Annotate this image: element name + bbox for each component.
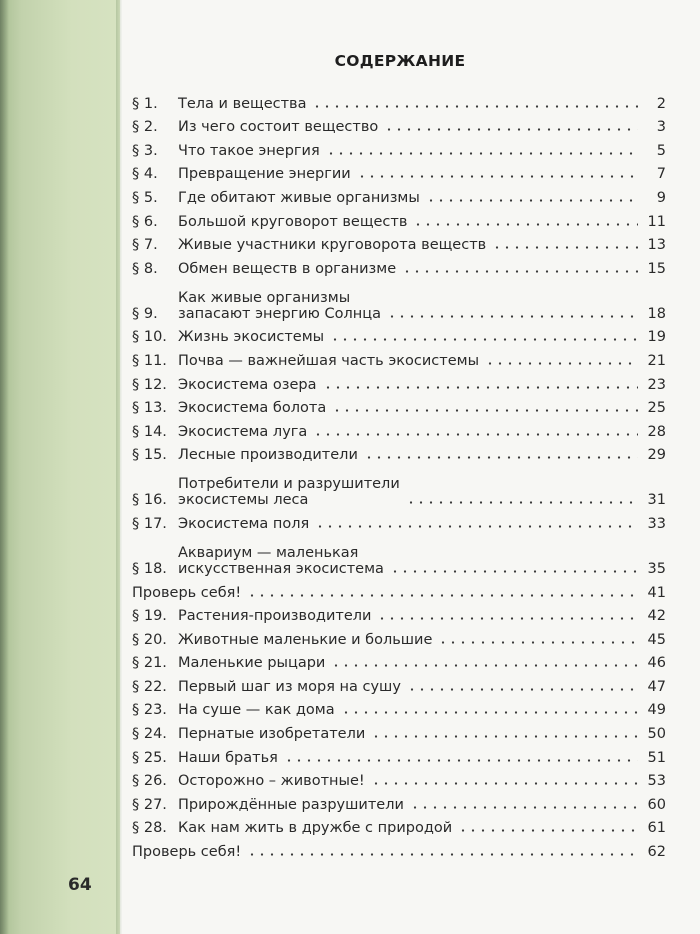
section-number: § 10. [132, 329, 167, 346]
section-number: § 20. [132, 631, 167, 648]
entry-title: Что такое энергия [178, 142, 320, 159]
dot-leader [371, 735, 638, 738]
entry-page-number: 46 [647, 655, 666, 672]
toc-entry[interactable] [132, 88, 666, 112]
entry-page-number: 45 [647, 631, 666, 648]
section-number: § 21. [132, 655, 167, 672]
dot-leader [284, 759, 638, 762]
toc-entry[interactable] [132, 766, 666, 790]
entry-page-number: 25 [647, 400, 666, 417]
section-number: § 1. [132, 95, 158, 112]
entry-page-number: 5 [656, 142, 666, 159]
section-number: § 7. [132, 237, 158, 254]
section-number: § 16. [132, 492, 167, 509]
toc-entry[interactable] [132, 789, 666, 813]
entry-title-continuation: запасают энергию Солнца [178, 305, 381, 322]
toc-entry[interactable] [132, 182, 666, 206]
toc-entry[interactable] [132, 742, 666, 766]
entry-page-number: 29 [647, 447, 666, 464]
entry-page-number: 2 [656, 95, 666, 112]
entry-page-number: 19 [647, 329, 666, 346]
toc-entry[interactable] [132, 135, 666, 159]
section-number: § 4. [132, 166, 158, 183]
entry-page-number: 42 [647, 608, 666, 625]
entry-page-number: 31 [647, 492, 666, 509]
section-number: § 23. [132, 702, 167, 719]
toc-entry[interactable] [132, 112, 666, 136]
entry-title: Растения-производители [178, 608, 372, 625]
section-number: § 25. [132, 749, 167, 766]
entry-title: Экосистема болота [178, 400, 327, 417]
section-number: § 2. [132, 119, 158, 136]
entry-title-continuation: экосистемы леса [178, 492, 309, 509]
entry-title: Экосистема озера [178, 376, 317, 393]
section-number: § 27. [132, 796, 167, 813]
entry-title: Пернатые изобретатели [178, 726, 366, 743]
dot-leader [384, 128, 638, 131]
toc-entry[interactable] [132, 648, 666, 672]
toc-entry[interactable] [132, 277, 666, 322]
section-number: § 8. [132, 260, 158, 277]
dot-leader [438, 641, 638, 644]
entry-title: Большой круговорот веществ [178, 213, 408, 230]
entry-title: Живые участники круговорота веществ [178, 237, 487, 254]
dot-leader [323, 386, 638, 389]
section-number: § 9. [132, 305, 158, 322]
dot-leader [407, 688, 638, 691]
toc-entry[interactable] [132, 393, 666, 417]
entry-title: Как живые организмы [178, 289, 351, 306]
dot-leader [332, 409, 638, 412]
entry-page-number: 18 [647, 305, 666, 322]
entry-title: Тела и вещества [178, 95, 307, 112]
green-page-margin [0, 0, 120, 934]
dot-leader [330, 338, 638, 341]
toc-entry[interactable] [132, 601, 666, 625]
dot-leader [247, 594, 638, 597]
dot-leader [390, 570, 638, 573]
entry-title: Обмен веществ в организме [178, 260, 397, 277]
book-spine-shadow [0, 0, 9, 934]
toc-entry[interactable] [132, 624, 666, 648]
dot-leader [410, 806, 638, 809]
entry-page-number: 50 [647, 726, 666, 743]
dot-leader [377, 617, 638, 620]
entry-page-number: 28 [647, 423, 666, 440]
section-number: § 28. [132, 820, 167, 837]
margin-edge [116, 0, 122, 934]
toc-entry[interactable] [132, 813, 666, 837]
entry-page-number: 60 [647, 796, 666, 813]
entry-page-number: 49 [647, 702, 666, 719]
dot-leader [406, 501, 638, 504]
dot-leader [247, 853, 638, 856]
section-number: § 17. [132, 515, 167, 532]
entry-page-number: 13 [647, 237, 666, 254]
toc-entry[interactable] [132, 508, 666, 532]
entry-title: Животные маленькие и большие [178, 631, 433, 648]
entry-title: Где обитают живые организмы [178, 189, 420, 206]
entry-title: Лесные производители [178, 447, 358, 464]
table-of-contents [132, 88, 666, 860]
section-number: § 19. [132, 608, 167, 625]
toc-entry[interactable] [132, 671, 666, 695]
dot-leader [313, 433, 638, 436]
entry-title: Первый шаг из моря на сушу [178, 678, 401, 695]
entry-title: Почва — важнейшая часть экосистемы [178, 352, 480, 369]
dot-leader [312, 105, 638, 108]
dot-leader [492, 246, 638, 249]
toc-entry[interactable] [132, 206, 666, 230]
entry-title: Осторожно – животные! [178, 773, 365, 790]
entry-page-number: 51 [647, 749, 666, 766]
toc-entry[interactable] [132, 836, 666, 860]
section-number: § 18. [132, 560, 167, 577]
entry-title: Прирождённые разрушители [178, 796, 404, 813]
entry-title: Аквариум — маленькая [178, 544, 359, 561]
toc-entry[interactable] [132, 345, 666, 369]
entry-page-number: 47 [647, 678, 666, 695]
section-number: § 24. [132, 726, 167, 743]
entry-page-number: 9 [656, 189, 666, 206]
entry-page-number: 62 [647, 844, 666, 861]
dot-leader [413, 223, 638, 226]
toc-entry[interactable] [132, 718, 666, 742]
dot-leader [387, 315, 638, 318]
entry-title: Как нам жить в дружбе с природой [178, 820, 453, 837]
entry-title: Экосистема луга [178, 423, 308, 440]
section-number: § 11. [132, 352, 167, 369]
toc-entry[interactable] [132, 532, 666, 577]
entry-page-number: 35 [647, 560, 666, 577]
section-number: § 12. [132, 376, 167, 393]
dot-leader [315, 525, 638, 528]
entry-page-number: 53 [647, 773, 666, 790]
entry-page-number: 41 [647, 584, 666, 601]
entry-page-number: 11 [647, 213, 666, 230]
entry-page-number: 3 [656, 119, 666, 136]
entry-page-number: 23 [647, 376, 666, 393]
dot-leader [331, 664, 638, 667]
page-title: СОДЕРЖАНИЕ [334, 52, 466, 70]
section-number: § 26. [132, 773, 167, 790]
entry-page-number: 15 [647, 260, 666, 277]
dot-leader [426, 199, 638, 202]
entry-title: Потребители и разрушители [178, 476, 400, 493]
toc-entry[interactable] [132, 416, 666, 440]
dot-leader [458, 829, 638, 832]
section-number: § 22. [132, 678, 167, 695]
dot-leader [326, 152, 638, 155]
entry-title: Из чего состоит вещество [178, 119, 379, 136]
toc-entry[interactable] [132, 230, 666, 254]
entry-title: Проверь себя! [132, 844, 242, 861]
entry-title: Экосистема поля [178, 515, 310, 532]
section-number: § 6. [132, 213, 158, 230]
entry-title: Наши братья [178, 749, 278, 766]
section-number: § 15. [132, 447, 167, 464]
toc-entry[interactable] [132, 159, 666, 183]
toc-entry[interactable] [132, 253, 666, 277]
dot-leader [357, 175, 638, 178]
dot-leader [364, 456, 638, 459]
entry-page-number: 33 [647, 515, 666, 532]
entry-title: Превращение энергии [178, 166, 351, 183]
toc-entry[interactable] [132, 577, 666, 601]
dot-leader [371, 782, 638, 785]
dot-leader [402, 270, 638, 273]
entry-title: Проверь себя! [132, 584, 242, 601]
toc-entry[interactable] [132, 463, 666, 508]
toc-entry[interactable] [132, 440, 666, 464]
entry-page-number: 7 [656, 166, 666, 183]
entry-title-continuation: искусственная экосистема [178, 560, 384, 577]
entry-page-number: 61 [647, 820, 666, 837]
dot-leader [485, 362, 638, 365]
toc-entry[interactable] [132, 695, 666, 719]
entry-title: Жизнь экосистемы [178, 329, 325, 346]
dot-leader [341, 711, 638, 714]
page-number: 64 [68, 875, 92, 895]
entry-title: На суше — как дома [178, 702, 335, 719]
section-number: § 5. [132, 189, 158, 206]
section-number: § 13. [132, 400, 167, 417]
toc-entry[interactable] [132, 322, 666, 346]
entry-title: Маленькие рыцари [178, 655, 326, 672]
section-number: § 14. [132, 423, 167, 440]
toc-entry[interactable] [132, 369, 666, 393]
section-number: § 3. [132, 142, 158, 159]
entry-page-number: 21 [647, 352, 666, 369]
